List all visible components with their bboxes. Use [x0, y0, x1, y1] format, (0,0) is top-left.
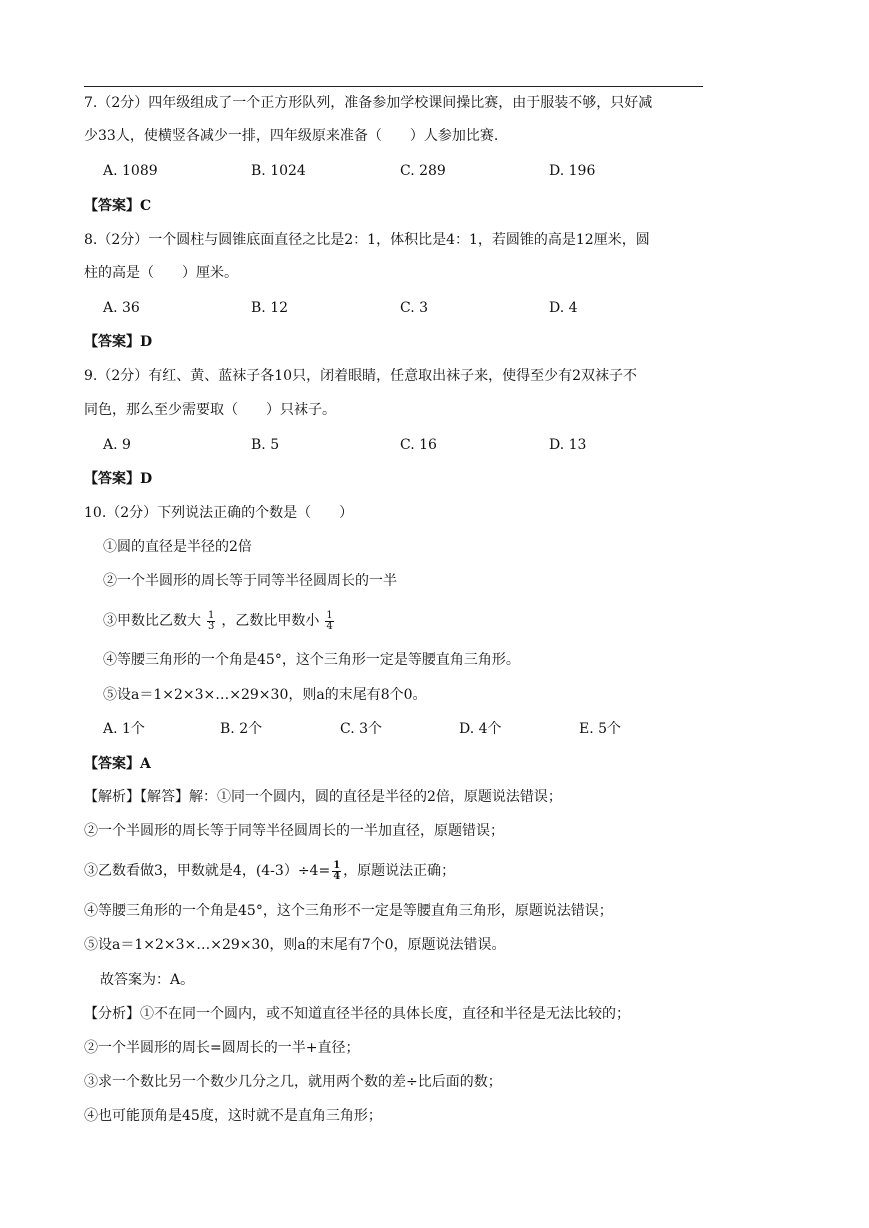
q9-answer: 【答案】D	[84, 471, 153, 487]
q9-stem-line1: 9.（2分）有红、黄、蓝袜子各10只，闭着眼睛，任意取出袜子来，使得至少有2双袜子不	[84, 368, 637, 384]
q8-options	[103, 299, 743, 317]
q10-statement-3-part1: ③甲数比乙数大	[103, 613, 201, 629]
q10-explanation-1: 【解析】【解答】解：①同一个圆内，圆的直径是半径的2倍，原题说法错误；	[84, 789, 562, 805]
q9-option-a: A. 9	[103, 437, 131, 453]
q8-stem-line1: 8.（2分）一个圆柱与圆锥底面直径之比是2：1，体积比是4：1，若圆锥的高是12厘米，圆	[84, 232, 650, 248]
q10-explanation-3-part1: ③乙数看做3，甲数就是4，(4-3）÷4=	[84, 863, 331, 879]
q10-answer: 【答案】A	[84, 756, 151, 772]
q8-answer: 【答案】D	[84, 334, 153, 350]
q10-statement-3-part2: ，乙数比甲数小	[221, 613, 320, 629]
q10-explanation-3-part2: ，原题说法正确；	[343, 863, 456, 879]
q7-option-b: B. 1024	[251, 163, 306, 179]
q10-option-e: E. 5个	[579, 721, 622, 737]
q10-explanation-3	[84, 859, 455, 883]
q10-explanation-2: ②一个半圆形的周长等于同等半径圆周长的一半加直径，原题错误；	[84, 823, 504, 839]
q9-option-c: C. 16	[400, 437, 437, 453]
q8-option-a: A. 36	[103, 300, 140, 316]
q9-option-d: D. 13	[549, 437, 587, 453]
fraction-denominator: 4	[333, 870, 341, 882]
q10-analysis-1: 【分析】①不在同一个圆内，或不知道直径半径的具体长度，直径和半径是无法比较的；	[84, 1006, 630, 1022]
q10-analysis-4: ④也可能顶角是45度，这时就不是直角三角形；	[84, 1108, 382, 1124]
q10-analysis-3: ③求一个数比另一个数少几分之几，就用两个数的差÷比后面的数；	[84, 1074, 502, 1090]
fraction-one-quarter	[325, 611, 333, 632]
q10-option-d: D. 4个	[459, 721, 502, 737]
q10-final-answer: 故答案为：A。	[100, 972, 195, 988]
q7-option-c: C. 289	[400, 163, 446, 179]
fraction-one-third	[207, 611, 215, 632]
q10-option-a: A. 1个	[103, 721, 145, 737]
q10-statement-1: ①圆的直径是半径的2倍	[103, 539, 252, 555]
fraction-numerator: 1	[326, 609, 333, 621]
q10-statement-2: ②一个半圆形的周长等于同等半径圆周长的一半	[103, 573, 397, 589]
fraction-numerator: 1	[208, 609, 215, 621]
q10-explanation-5: ⑤设a＝1×2×3×…×29×30，则a的末尾有7个0，原题说法错误。	[84, 937, 506, 953]
q7-options	[103, 162, 743, 180]
q10-statement-5: ⑤设a＝1×2×3×…×29×30，则a的末尾有8个0。	[103, 687, 427, 703]
q10-stem: 10.（2分）下列说法正确的个数是（ ）	[84, 505, 354, 521]
q8-option-c: C. 3	[400, 300, 429, 316]
q10-options	[103, 720, 743, 738]
q10-explanation-4: ④等腰三角形的一个角是45°，这个三角形不一定是等腰直角三角形，原题说法错误；	[84, 903, 613, 919]
q7-stem-line2: 少33人，使横竖各减少一排，四年级原来准备（ ）人参加比赛.	[84, 128, 499, 144]
q8-stem-line2: 柱的高是（ ）厘米。	[84, 265, 238, 281]
q7-option-d: D. 196	[549, 163, 596, 179]
q7-answer: 【答案】C	[84, 198, 152, 214]
q10-option-c: C. 3个	[340, 721, 383, 737]
fraction-numerator: 1	[333, 859, 341, 871]
fraction-one-quarter	[332, 861, 341, 882]
q8-option-b: B. 12	[251, 300, 289, 316]
q7-option-a: A. 1089	[103, 163, 158, 179]
q10-statement-3	[103, 609, 340, 633]
q8-option-d: D. 4	[549, 300, 578, 316]
q10-statement-4: ④等腰三角形的一个角是45°，这个三角形一定是等腰直角三角形。	[103, 652, 520, 668]
q9-stem-line2: 同色，那么至少需要取（ ）只袜子。	[84, 402, 336, 418]
fraction-denominator: 4	[326, 620, 333, 632]
q10-option-b: B. 2个	[220, 721, 263, 737]
q9-options	[103, 436, 743, 454]
q7-stem-line1: 7.（2分）四年级组成了一个正方形队列，准备参加学校课间操比赛，由于服装不够，只好减	[84, 95, 653, 111]
q10-analysis-2: ②一个半圆形的周长=圆周长的一半+直径；	[84, 1040, 360, 1056]
header-rule	[84, 86, 703, 87]
q9-option-b: B. 5	[251, 437, 280, 453]
fraction-denominator: 3	[208, 620, 215, 632]
